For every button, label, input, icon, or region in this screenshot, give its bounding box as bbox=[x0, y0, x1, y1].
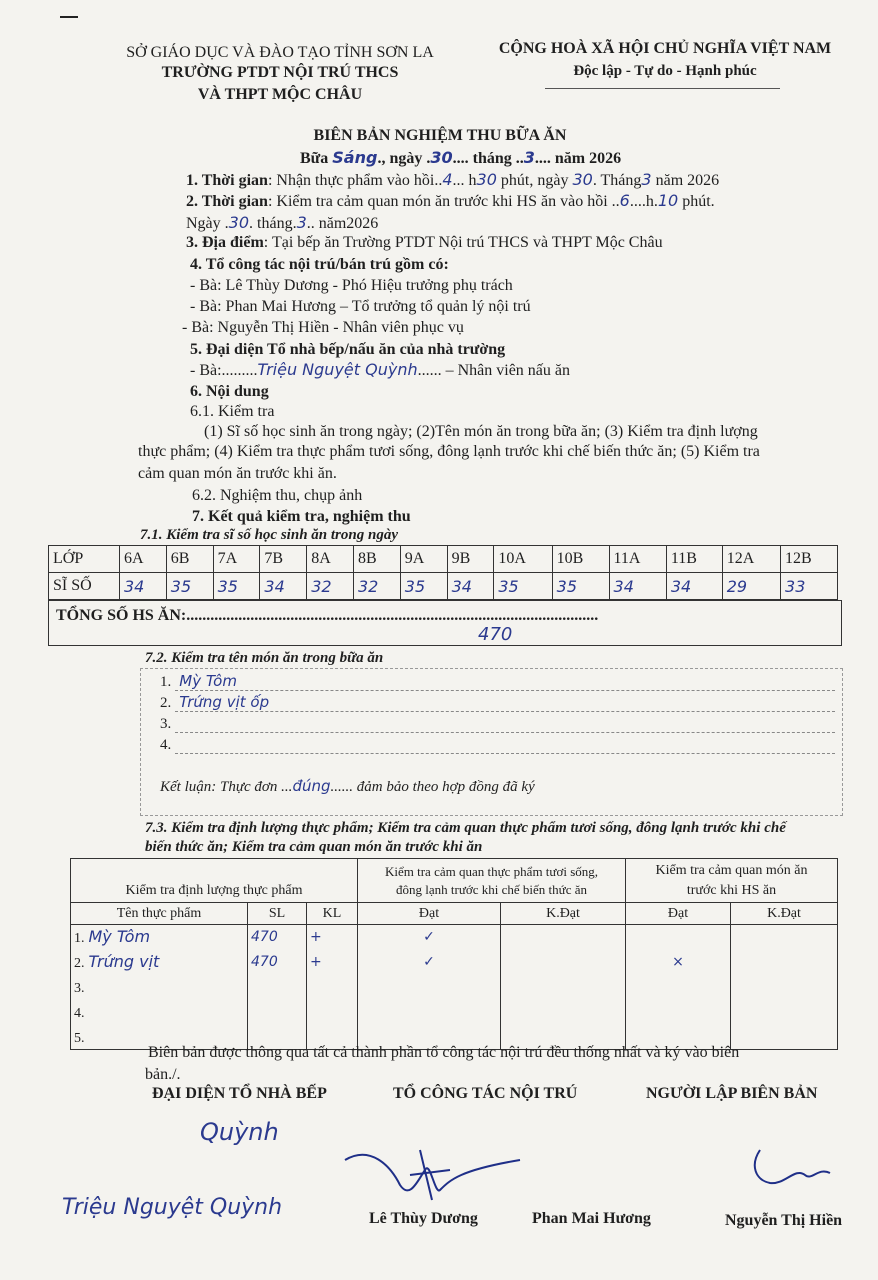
item-1-year: năm 2026 bbox=[655, 172, 720, 189]
dish-name: Mỳ Tôm bbox=[179, 672, 237, 690]
class-cell: 11A bbox=[609, 546, 666, 573]
item-2-ngay: Ngày . bbox=[186, 215, 229, 232]
count-row-label: SĨ SỐ bbox=[49, 573, 120, 600]
meal-value: Sáng bbox=[332, 148, 378, 167]
dish-number: 4. bbox=[160, 737, 172, 753]
s73-heading-line2: biến thức ăn; Kiểm tra cảm quan món ăn trước khi ăn bbox=[145, 839, 483, 855]
item-1-text: : Nhận thực phẩm vào hồi.. bbox=[267, 172, 443, 189]
meal-month: 3 bbox=[523, 148, 535, 167]
item-1-thang: . Tháng bbox=[592, 172, 642, 189]
class-cell: 9A bbox=[400, 546, 447, 573]
item-1-label: 1. Thời gian bbox=[186, 172, 268, 189]
class-cell: 12B bbox=[781, 546, 838, 573]
count-cell: 33 bbox=[781, 573, 838, 600]
col-group-quantity: Kiểm tra định lượng thực phẩm bbox=[71, 859, 358, 903]
h-kdat-1: K.Đạt bbox=[501, 903, 626, 925]
count-cell: 35 bbox=[213, 573, 260, 600]
class-cell: 10A bbox=[494, 546, 552, 573]
row-number: 5. bbox=[74, 1030, 85, 1046]
conclusion-label: Kết luận: Thực đơn ... bbox=[160, 779, 293, 795]
cell-dat2 bbox=[626, 975, 731, 1000]
meal-line bbox=[300, 148, 621, 168]
dish-dotted-line bbox=[175, 690, 835, 691]
class-cell: 10B bbox=[552, 546, 609, 573]
cell-dat2 bbox=[626, 1000, 731, 1025]
table-row bbox=[71, 975, 838, 1000]
cell-sl bbox=[248, 1000, 307, 1025]
total-value: 470 bbox=[478, 624, 513, 645]
cell-dat1 bbox=[358, 1000, 501, 1025]
meal-label: Bữa bbox=[300, 150, 329, 167]
item-1-phut: phút, ngày bbox=[500, 172, 569, 189]
row-number: 1. bbox=[74, 931, 85, 947]
cell-kl: + bbox=[307, 950, 358, 975]
s72-heading: 7.2. Kiểm tra tên món ăn trong bữa ăn bbox=[145, 650, 384, 666]
h-dat-1: Đạt bbox=[358, 903, 501, 925]
meal-day: 30 bbox=[430, 148, 453, 167]
class-count-table bbox=[48, 545, 838, 600]
item-1-min: 30 bbox=[476, 170, 497, 189]
sig-title-kitchen: ĐẠI DIỆN TỔ NHÀ BẾP bbox=[152, 1085, 327, 1102]
h-dat-2: Đạt bbox=[626, 903, 731, 925]
item-2-month: 3 bbox=[296, 213, 307, 232]
count-row bbox=[49, 573, 838, 600]
dish-item bbox=[160, 693, 269, 712]
item-4-member-2: - Bà: Phan Mai Hương – Tổ trưởng tổ quản lý nội trú bbox=[190, 298, 531, 315]
row-number: 4. bbox=[74, 1006, 85, 1021]
col-group-fresh-l2: đông lạnh trước khi chế biến thức ăn bbox=[396, 881, 587, 897]
class-cell: 6A bbox=[120, 546, 167, 573]
motto-underline bbox=[545, 88, 780, 89]
cell-kdat1 bbox=[501, 925, 626, 950]
item-5-name: Triệu Nguyệt Quỳnh bbox=[257, 360, 418, 379]
cell-kl: + bbox=[307, 925, 358, 950]
cell-kdat2 bbox=[731, 1025, 838, 1050]
header-dept: SỞ GIÁO DỤC VÀ ĐÀO TẠO TỈNH SƠN LA bbox=[126, 44, 434, 61]
name-hien: Nguyễn Thị Hiền bbox=[725, 1212, 843, 1229]
header-nation: CỘNG HOÀ XÃ HỘI CHỦ NGHĨA VIỆT NAM bbox=[498, 40, 832, 57]
author-signature bbox=[750, 1145, 840, 1190]
count-cell: 35 bbox=[552, 573, 609, 600]
food-name-cell bbox=[71, 1000, 248, 1025]
dish-number: 1. bbox=[160, 674, 172, 690]
header-school-line2: VÀ THPT MỘC CHÂU bbox=[197, 86, 363, 103]
cell-sl bbox=[248, 975, 307, 1000]
cell-kdat2 bbox=[731, 950, 838, 975]
header-motto: Độc lập - Tự do - Hạnh phúc bbox=[573, 63, 757, 79]
item-6-1-para-1: (1) Sĩ số học sinh ăn trong ngày; (2)Tên món ăn trong bữa ăn; (3) Kiểm tra định lượng bbox=[204, 423, 758, 440]
item-3 bbox=[186, 234, 663, 252]
item-4-member-1: - Bà: Lê Thùy Dương - Phó Hiệu trưởng phụ trách bbox=[190, 277, 513, 294]
meal-month-label: .... tháng .. bbox=[452, 150, 524, 167]
item-2-phut: phút. bbox=[682, 193, 715, 210]
cell-dat1: ✓ bbox=[358, 950, 501, 975]
sig-title-author: NGƯỜI LẬP BIÊN BẢN bbox=[646, 1085, 818, 1102]
cell-sl: 470 bbox=[248, 950, 307, 975]
sig-title-committee: TỔ CÔNG TÁC NỘI TRÚ bbox=[393, 1085, 578, 1102]
count-cell: 34 bbox=[609, 573, 666, 600]
cell-sl: 470 bbox=[248, 925, 307, 950]
item-2-nam: .. năm2026 bbox=[306, 215, 379, 232]
count-cell: 32 bbox=[353, 573, 400, 600]
name-duong: Lê Thùy Dương bbox=[369, 1210, 478, 1227]
item-1-day: 30 bbox=[572, 170, 593, 189]
item-6-label: 6. Nội dung bbox=[190, 383, 269, 400]
cell-kl bbox=[307, 1000, 358, 1025]
name-huong: Phan Mai Hương bbox=[532, 1210, 651, 1227]
class-cell: 11B bbox=[666, 546, 722, 573]
count-cell: 34 bbox=[447, 573, 494, 600]
item-6-1-para-2: thực phẩm; (4) Kiểm tra thực phẩm tươi sống, đông lạnh trước khi chế biến thức ăn; (5) Kiểm tra bbox=[138, 443, 760, 460]
row-number: 2. bbox=[74, 956, 85, 971]
kitchen-signature: Quỳnh bbox=[200, 1118, 279, 1146]
h-food-name: Tên thực phẩm bbox=[71, 903, 248, 925]
closing-line-1: Biên bản được thông qua tất cả thành phần tổ công tác nội trú đều thống nhất và ký vào biên bbox=[148, 1044, 740, 1061]
item-2-h: ....h. bbox=[629, 193, 658, 210]
table-row bbox=[71, 1000, 838, 1025]
count-cell: 35 bbox=[400, 573, 447, 600]
item-5-line bbox=[190, 360, 570, 380]
closing-line-2: bản./. bbox=[145, 1066, 181, 1083]
table-row bbox=[71, 950, 838, 975]
item-3-label: 3. Địa điểm bbox=[186, 234, 264, 251]
item-5-label: 5. Đại diện Tổ nhà bếp/nấu ăn của nhà trường bbox=[190, 341, 506, 358]
h-kl: KL bbox=[307, 903, 358, 925]
item-2-label: 2. Thời gian bbox=[186, 193, 268, 210]
item-2-min: 10 bbox=[657, 191, 679, 210]
item-2-hour: 6 bbox=[619, 191, 630, 210]
dish-dotted-line bbox=[175, 711, 835, 712]
item-6-1: 6.1. Kiểm tra bbox=[190, 403, 275, 420]
count-cell: 35 bbox=[166, 573, 213, 600]
dish-item bbox=[160, 735, 179, 754]
item-6-2: 6.2. Nghiệm thu, chụp ảnh bbox=[192, 487, 363, 504]
class-row-label: LỚP bbox=[49, 546, 120, 573]
food-name-cell bbox=[71, 975, 248, 1000]
item-4-member-3: - Bà: Nguyễn Thị Hiền - Nhân viên phục vụ bbox=[182, 319, 464, 336]
cell-dat2: × bbox=[626, 950, 731, 975]
class-cell: 8A bbox=[307, 546, 354, 573]
col-group-sensory bbox=[626, 859, 838, 903]
item-2-date bbox=[186, 213, 378, 233]
cell-kdat1 bbox=[501, 1000, 626, 1025]
count-cell: 34 bbox=[120, 573, 167, 600]
class-cell: 6B bbox=[166, 546, 213, 573]
cell-kdat1 bbox=[501, 975, 626, 1000]
item-2-day: 30 bbox=[228, 213, 250, 232]
h-sl: SL bbox=[248, 903, 307, 925]
class-row bbox=[49, 546, 838, 573]
dish-dotted-line bbox=[175, 732, 835, 733]
class-cell: 12A bbox=[722, 546, 780, 573]
meal-date-label: ., ngày . bbox=[377, 150, 431, 167]
document-title: BIÊN BẢN NGHIỆM THU BỮA ĂN bbox=[313, 127, 567, 144]
cell-dat1: ✓ bbox=[358, 925, 501, 950]
item-2 bbox=[186, 191, 715, 211]
s71-heading: 7.1. Kiểm tra sĩ số học sinh ăn trong ngày bbox=[140, 527, 398, 543]
row-number: 3. bbox=[74, 981, 85, 996]
class-cell: 8B bbox=[353, 546, 400, 573]
cell-dat1 bbox=[358, 975, 501, 1000]
item-5-prefix: - Bà:......... bbox=[190, 362, 258, 379]
class-cell: 7A bbox=[213, 546, 260, 573]
h-kdat-2: K.Đạt bbox=[731, 903, 838, 925]
committee-signature bbox=[340, 1140, 530, 1210]
cell-kdat2 bbox=[731, 1000, 838, 1025]
item-6-1-para-3: cảm quan món ăn trước khi ăn. bbox=[138, 465, 337, 482]
total-label: TỔNG SỐ HS ĂN:....................................................................................................... bbox=[56, 607, 599, 624]
item-4-label: 4. Tổ công tác nội trú/bán trú gồm có: bbox=[190, 256, 449, 273]
food-name-cell bbox=[71, 950, 248, 975]
conclusion-text: ...... đảm bảo theo hợp đồng đã ký bbox=[330, 779, 535, 795]
kitchen-handwritten-name: Triệu Nguyệt Quỳnh bbox=[62, 1195, 283, 1220]
quality-table bbox=[70, 858, 838, 1050]
dish-item bbox=[160, 672, 237, 691]
cell-kdat2 bbox=[731, 925, 838, 950]
food-name-cell bbox=[71, 925, 248, 950]
item-5-suffix: ...... – Nhân viên nấu ăn bbox=[417, 362, 570, 379]
col-group-sensory-l2: trước khi HS ăn bbox=[686, 882, 777, 898]
cell-kl bbox=[307, 975, 358, 1000]
col-group-fresh bbox=[358, 859, 626, 903]
table-row bbox=[71, 925, 838, 950]
item-7-label: 7. Kết quả kiểm tra, nghiệm thu bbox=[192, 508, 411, 525]
cell-kdat1 bbox=[501, 950, 626, 975]
item-2-thang: . tháng. bbox=[249, 215, 297, 232]
class-cell: 9B bbox=[447, 546, 494, 573]
meal-year-label: .... năm 2026 bbox=[534, 150, 622, 167]
stray-mark bbox=[60, 16, 78, 18]
class-cell: 7B bbox=[260, 546, 307, 573]
header-school-line1: TRƯỜNG PTDT NỘI TRÚ THCS bbox=[161, 64, 399, 81]
count-cell: 29 bbox=[722, 573, 780, 600]
count-cell: 35 bbox=[494, 573, 552, 600]
dish-item bbox=[160, 714, 179, 733]
count-cell: 32 bbox=[307, 573, 354, 600]
item-1-month: 3 bbox=[641, 170, 652, 189]
food-name: Mỳ Tôm bbox=[88, 927, 151, 947]
s73-heading-line1: 7.3. Kiểm tra định lượng thực phẩm; Kiểm tra cảm quan thực phẩm tươi sống, đông lạnh trước khi chế bbox=[145, 820, 786, 836]
count-cell: 34 bbox=[666, 573, 722, 600]
col-group-fresh-l1: Kiểm tra cảm quan thực phẩm tươi sống, bbox=[384, 863, 599, 879]
item-1 bbox=[186, 170, 719, 190]
food-name: Trứng vịt bbox=[88, 952, 160, 971]
count-cell: 34 bbox=[260, 573, 307, 600]
item-1-hour: 4 bbox=[442, 170, 453, 189]
cell-kdat2 bbox=[731, 975, 838, 1000]
conclusion-value: đúng bbox=[292, 777, 331, 795]
menu-conclusion bbox=[160, 777, 535, 796]
col-group-sensory-l1: Kiểm tra cảm quan món ăn bbox=[655, 862, 808, 878]
dish-name: Trứng vịt ốp bbox=[179, 693, 270, 711]
dish-number: 2. bbox=[160, 695, 172, 711]
item-2-text: : Kiểm tra cảm quan món ăn trước khi HS ăn vào hồi .. bbox=[267, 193, 620, 210]
item-1-h: ... h bbox=[452, 172, 477, 189]
dish-number: 3. bbox=[160, 716, 172, 732]
cell-dat2 bbox=[626, 925, 731, 950]
item-3-text: : Tại bếp ăn Trường PTDT Nội trú THCS và THPT Mộc Châu bbox=[263, 234, 663, 251]
dish-dotted-line bbox=[175, 753, 835, 754]
